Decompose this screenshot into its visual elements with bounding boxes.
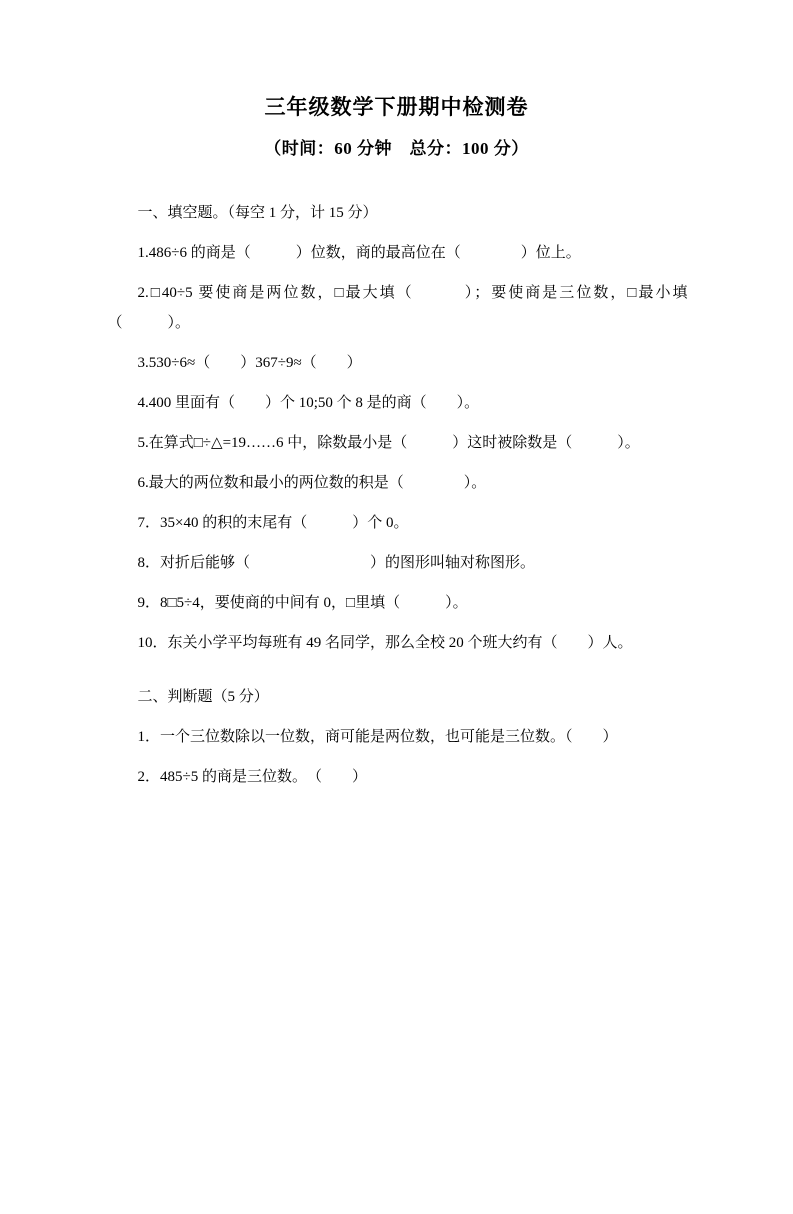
question-1-1: 1.486÷6 的商是（ ）位数，商的最高位在（ ）位上。	[137, 245, 581, 261]
page-subtitle: （时间：60 分钟 总分：100 分）	[264, 139, 529, 158]
question-1-10: 10．东关小学平均每班有 49 名同学，那么全校 20 个班大约有（ ）人。	[137, 635, 633, 651]
paper-body	[106, 198, 688, 792]
question-1-4: 4.400 里面有（ ）个 10;50 个 8 是的商（ ）。	[137, 395, 480, 411]
question-1-3: 3.530÷6≈（ ）367÷9≈（ ）	[137, 355, 362, 371]
question-1-8: 8．对折后能够（ ）的图形叫轴对称图形。	[137, 555, 536, 571]
question-1-5: 5.在算式□÷△=19……6 中，除数最小是（ ）这时被除数是（ ）。	[137, 435, 640, 451]
question-2-2: 2．485÷5 的商是三位数。 （ ）	[137, 769, 367, 785]
page-title: 三年级数学下册期中检测卷	[264, 95, 529, 119]
section-heading-fill-in-blanks: 一、填空题。（每空 1 分，计 15 分）	[137, 205, 378, 221]
question-1-7: 7．35×40 的积的末尾有（ ）个 0。	[137, 515, 409, 531]
exam-paper-page	[0, 92, 793, 1214]
question-1-6: 6.最大的两位数和最小的两位数的积是（ ）。	[137, 475, 487, 491]
question-1-2: 2.□40÷5 要使商是两位数，□最大填（ ）；要使商是三位数，□最小填（ ）。	[107, 285, 688, 331]
section-heading-true-false: 二、判断题（5 分）	[137, 689, 269, 705]
question-2-1: 1．一个三位数除以一位数，商可能是两位数，也可能是三位数。（ ）	[137, 729, 618, 745]
question-1-9: 9．8□5÷4，要使商的中间有 0，□里填（ ）。	[137, 595, 468, 611]
